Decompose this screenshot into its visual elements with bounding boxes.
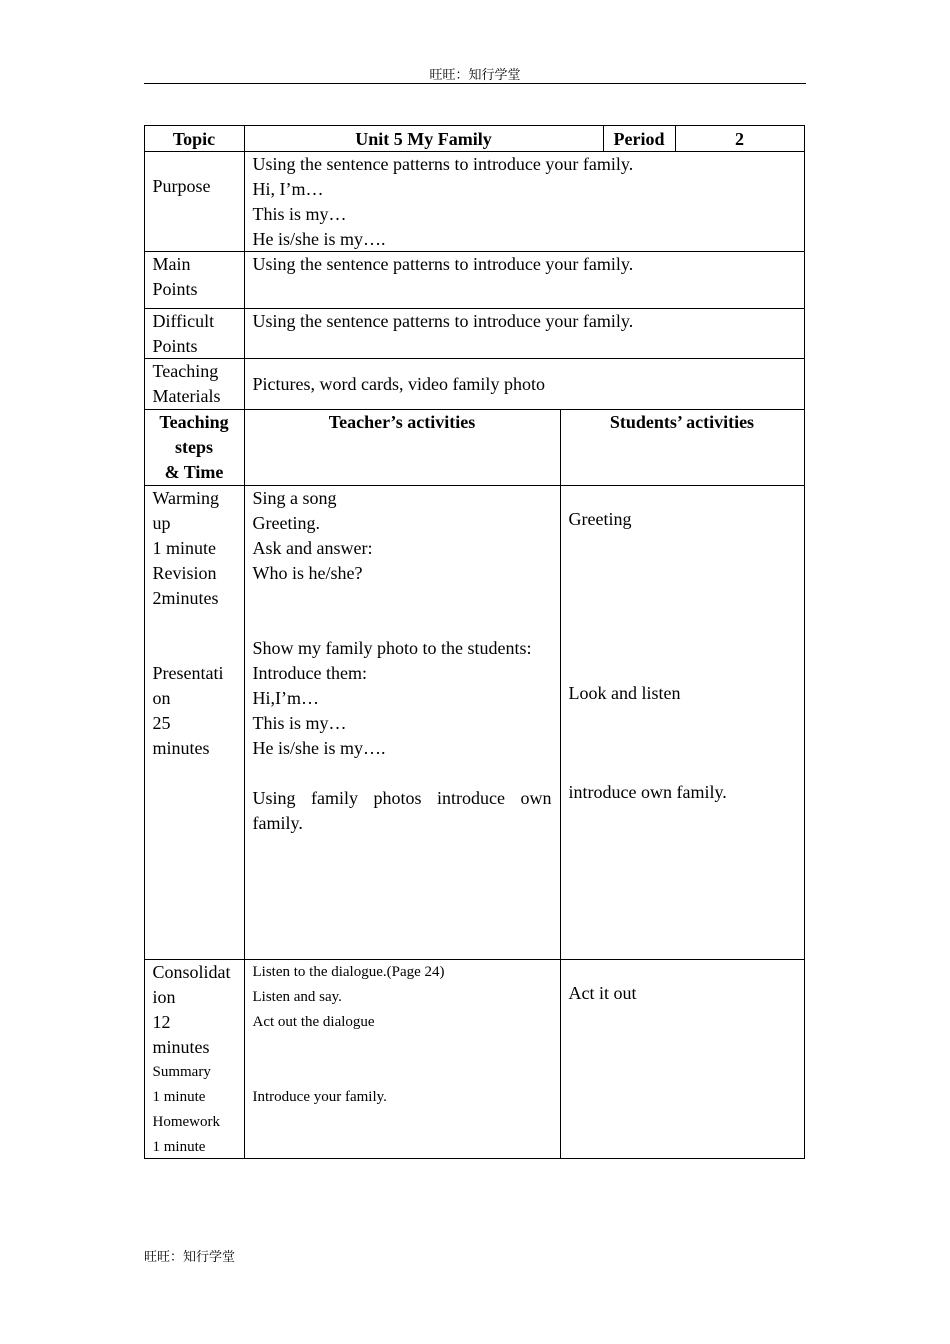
steps-cell-row2 [144,959,245,1159]
col-header-steps-line: & Time [164,461,224,482]
teacher-line: He is/she is my…. [252,737,386,758]
teacher-line: Greeting. [252,512,320,533]
col-header-steps [144,409,245,486]
col-header-teacher: Teacher’s activities [244,409,561,486]
teacher-line-blank [253,1035,552,1060]
steps-line: Presentati [152,662,224,683]
steps-cell-row1 [144,485,245,960]
col-header-steps-line: Teaching [159,411,229,432]
student-activity: Act it out [568,982,637,1003]
students-cell-row1 [560,485,805,960]
difficult-points-value: Using the sentence patterns to introduce your family. [244,308,805,359]
student-activity: introduce own family. [568,781,727,802]
steps-line: 25 [152,712,171,733]
steps-line: 12 [152,1011,171,1032]
steps-line: 1 minute [152,537,216,558]
steps-line: 2minutes [152,587,219,608]
steps-line: Homework [152,1113,220,1130]
steps-line: minutes [152,1036,210,1057]
difficult-points-label-line: Difficult [152,310,215,331]
steps-line: 1 minute [152,1138,206,1155]
teacher-line-blank [253,586,552,611]
materials-label-line: Materials [152,385,221,406]
main-points-value: Using the sentence patterns to introduce your family. [244,251,805,309]
main-points-label [144,251,245,309]
teacher-cell-row1 [244,485,561,960]
topic-value: Unit 5 My Family [244,125,604,152]
main-points-label-line: Main [152,253,191,274]
main-points-label-line: Points [152,278,198,299]
student-activity: Greeting [568,508,632,529]
teacher-paragraph: Using family photos introduce own family. [252,787,552,833]
teacher-line: Hi,I’m… [252,687,319,708]
col-header-students: Students’ activities [560,409,805,486]
col-header-steps-line: steps [174,436,213,457]
teacher-line: Who is he/she? [252,562,363,583]
teacher-line: Listen and say. [252,988,342,1005]
steps-line: 1 minute [152,1088,206,1105]
teacher-line: Show my family photo to the students: [252,637,532,658]
teacher-line: Introduce your family. [252,1088,387,1105]
header-rule [144,83,806,84]
steps-line-blank [153,636,236,661]
purpose-line: Using the sentence patterns to introduce your family. [252,153,634,174]
steps-line: up [152,512,171,533]
purpose-line: Hi, I’m… [252,178,324,199]
purpose-line: This is my… [252,203,347,224]
period-value: 2 [675,125,805,152]
teacher-line-blank [253,761,552,786]
steps-line-blank [153,611,236,636]
steps-line: minutes [152,737,210,758]
students-cell-row2 [560,959,805,1159]
steps-line: on [152,687,171,708]
teacher-line: Introduce them: [252,662,367,683]
materials-label [144,358,245,410]
topic-label: Topic [144,125,245,152]
student-activity: Look and listen [568,682,681,703]
period-label: Period [603,125,676,152]
page-header: 旺旺：知行学堂 [429,67,521,82]
difficult-points-label [144,308,245,359]
steps-line: Consolidat [152,961,231,982]
steps-line: ion [152,986,176,1007]
difficult-points-label-line: Points [152,335,198,356]
materials-label-line: Teaching [152,360,219,381]
teacher-line: Listen to the dialogue.(Page 24) [252,963,445,980]
teacher-line: Act out the dialogue [252,1013,375,1030]
teacher-line: Sing a song [252,487,337,508]
purpose-line: He is/she is my…. [252,228,386,249]
teacher-line: Ask and answer: [252,537,373,558]
steps-line: Summary [152,1063,211,1080]
purpose-label: Purpose [144,151,245,252]
steps-line: Warming [152,487,220,508]
teacher-line-blank [253,1060,552,1085]
teacher-cell-row2 [244,959,561,1159]
purpose-value [244,151,805,252]
teacher-line: This is my… [252,712,347,733]
materials-value: Pictures, word cards, video family photo [244,358,805,410]
steps-line: Revision [152,562,217,583]
teacher-line-blank [253,611,552,636]
page-footer: 旺旺：知行学堂 [144,1249,236,1264]
